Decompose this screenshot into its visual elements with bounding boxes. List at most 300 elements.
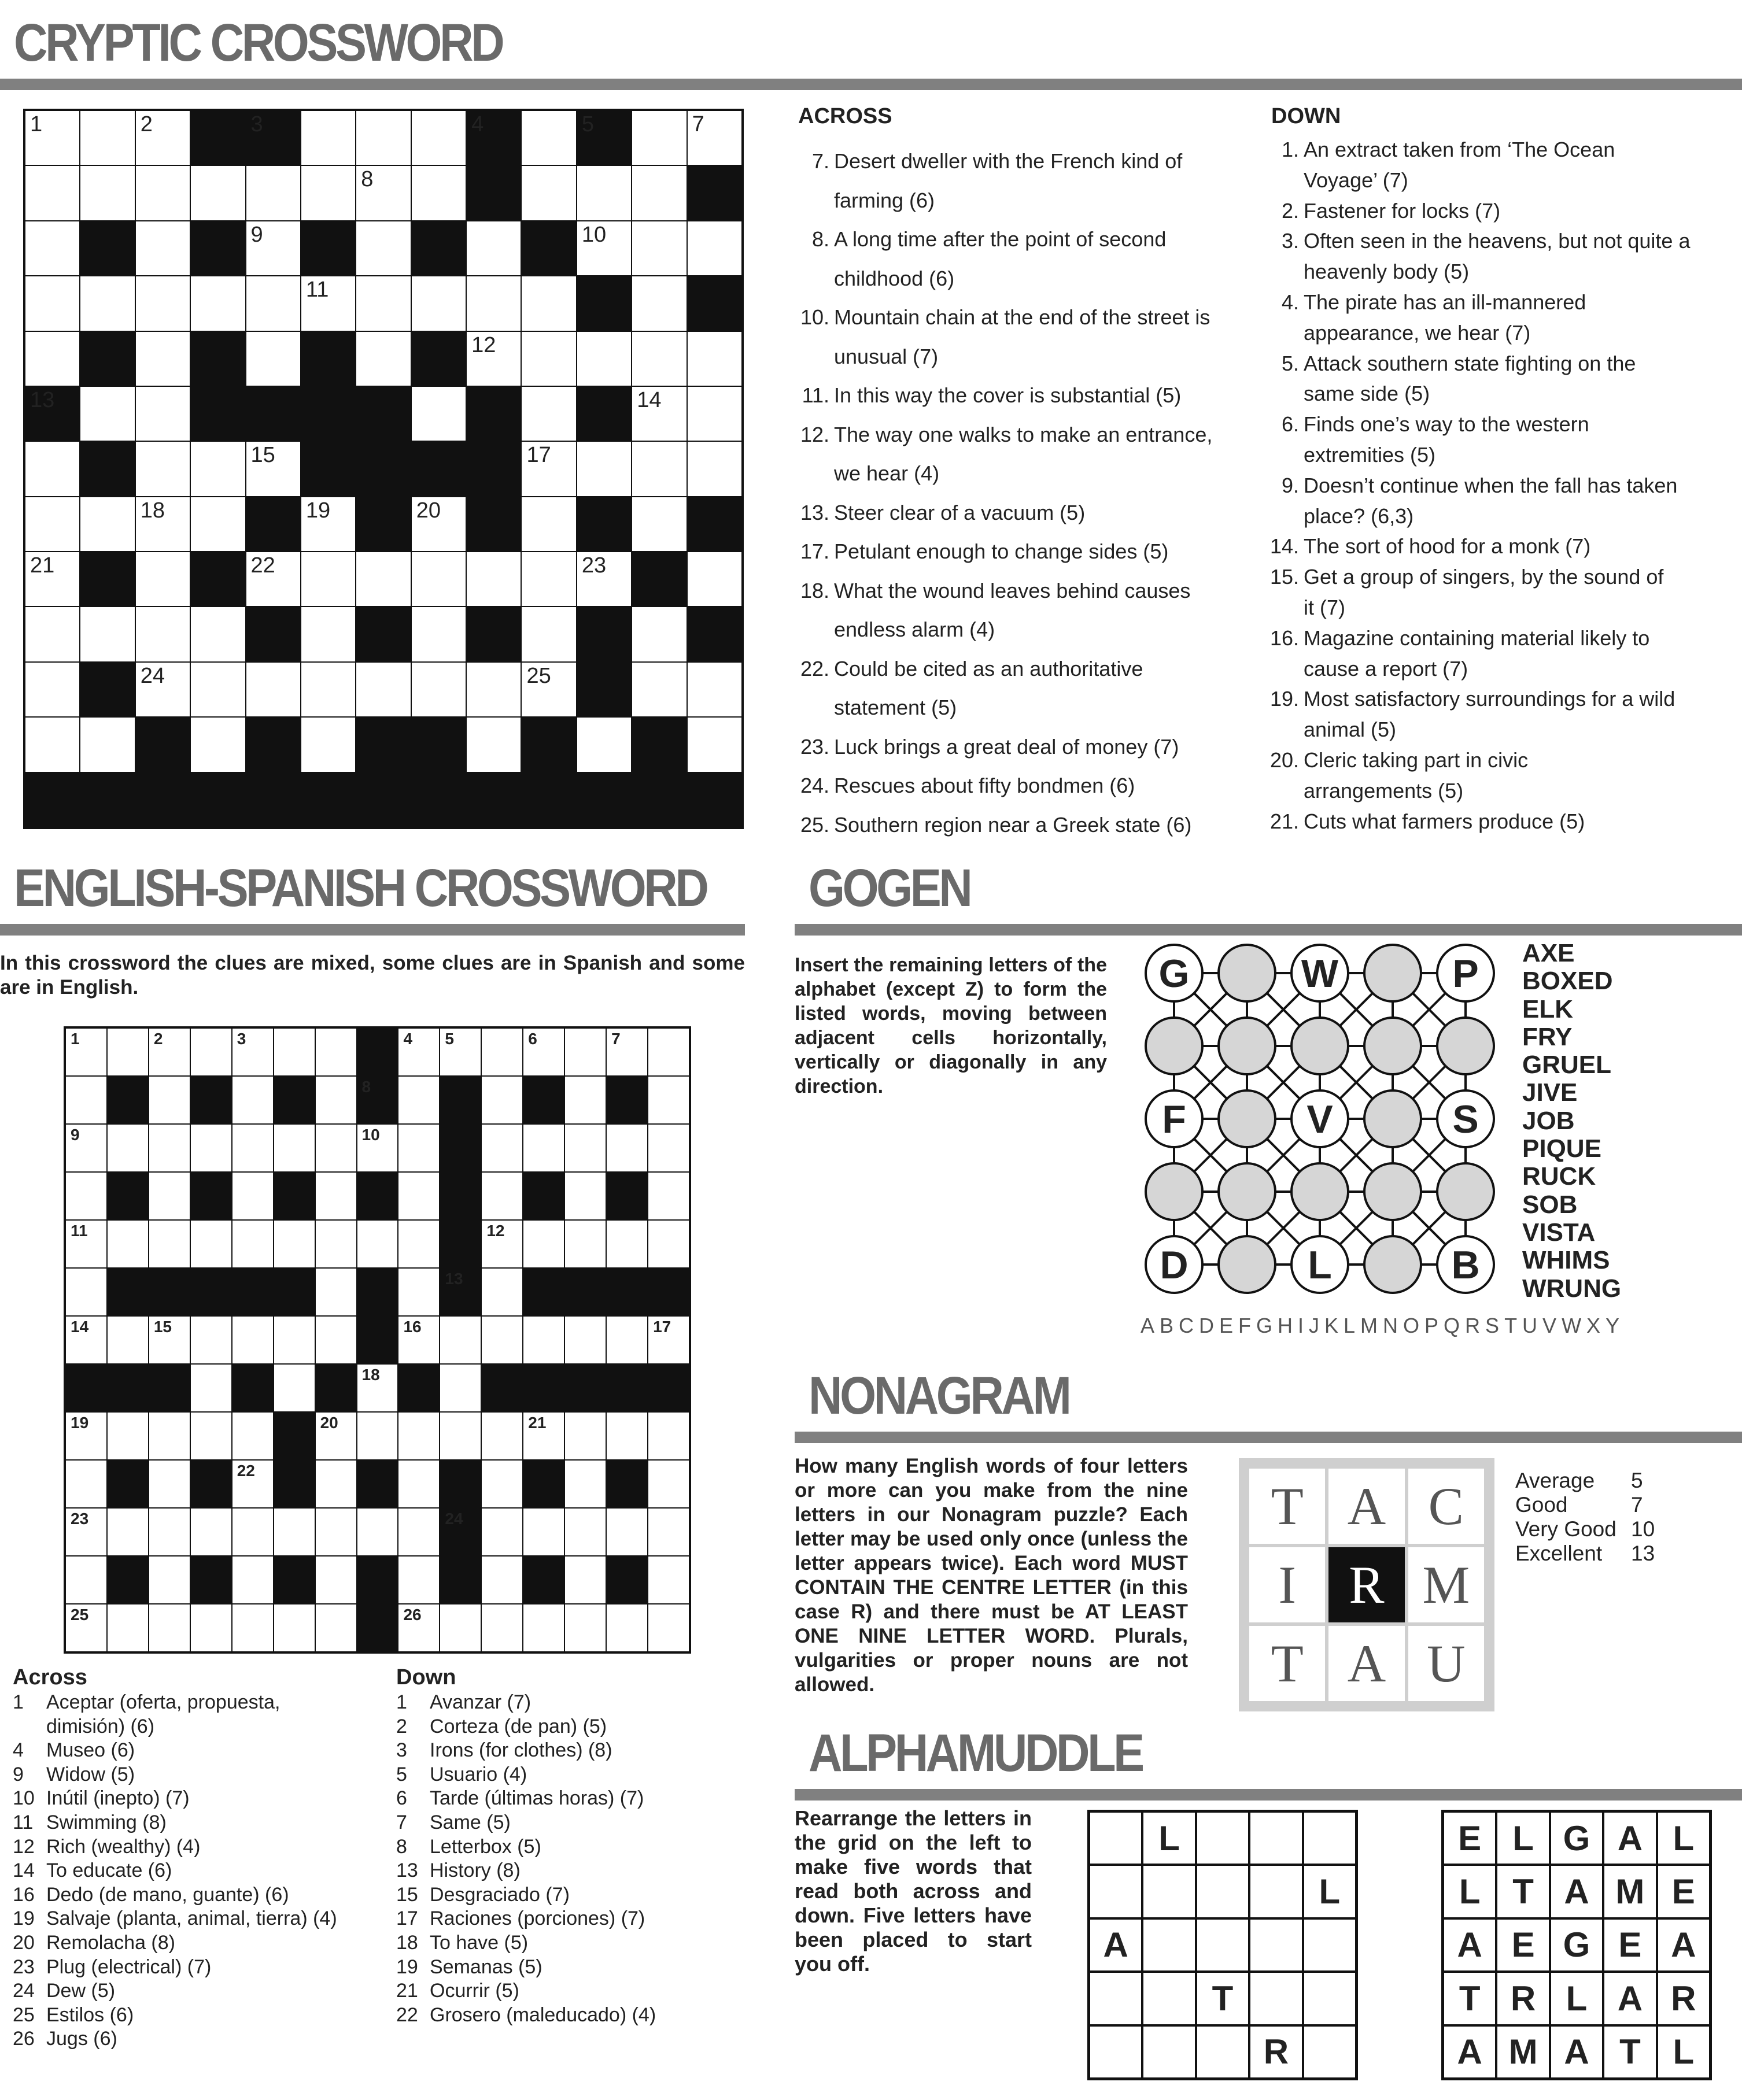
alphamuddle-cell[interactable] [1089, 1865, 1142, 1918]
grid-cell[interactable] [66, 1221, 106, 1267]
grid-cell[interactable] [565, 1125, 606, 1171]
gogen-cell[interactable] [1437, 1163, 1494, 1220]
grid-cell[interactable] [467, 221, 521, 275]
grid-cell[interactable] [316, 1221, 356, 1267]
grid-cell[interactable] [232, 1461, 273, 1507]
grid-cell[interactable] [25, 663, 79, 716]
grid-cell[interactable] [232, 1413, 273, 1459]
grid-cell[interactable] [108, 1509, 148, 1555]
grid-cell[interactable] [356, 111, 410, 165]
grid-cell[interactable] [523, 1604, 564, 1651]
grid-cell[interactable] [632, 111, 686, 165]
alphamuddle-cell[interactable] [1303, 1972, 1356, 2025]
grid-cell[interactable] [688, 332, 741, 386]
grid-cell[interactable] [149, 1221, 190, 1267]
alphamuddle-cell[interactable] [1196, 1865, 1249, 1918]
grid-cell[interactable] [136, 166, 190, 220]
alphamuddle-cell[interactable] [1249, 1972, 1302, 2025]
grid-cell[interactable] [149, 1556, 190, 1603]
grid-cell[interactable] [316, 1604, 356, 1651]
grid-cell[interactable] [191, 166, 245, 220]
grid-cell[interactable] [523, 1221, 564, 1267]
grid-cell[interactable] [398, 1221, 439, 1267]
grid-cell[interactable] [412, 497, 466, 551]
alphamuddle-cell[interactable] [1142, 2025, 1195, 2079]
grid-cell[interactable] [136, 387, 190, 441]
cryptic-down-list [1268, 135, 1730, 837]
grid-cell[interactable] [108, 1413, 148, 1459]
grid-cell[interactable] [482, 1317, 522, 1363]
grid-cell[interactable] [356, 276, 410, 330]
alphamuddle-cell[interactable]: T [1196, 1972, 1249, 2025]
grid-cell[interactable] [25, 276, 79, 330]
grid-cell[interactable] [274, 1125, 315, 1171]
grid-cell[interactable] [607, 1125, 647, 1171]
grid-cell[interactable] [301, 166, 355, 220]
gogen-cell[interactable] [1146, 1163, 1202, 1220]
gogen-cell[interactable] [1219, 1236, 1275, 1293]
grid-cell[interactable] [565, 1317, 606, 1363]
grid-cell[interactable] [357, 1413, 398, 1459]
grid-cell[interactable] [577, 332, 631, 386]
grid-cell[interactable] [66, 1509, 106, 1555]
grid-cell[interactable] [523, 1413, 564, 1459]
grid-cell[interactable] [632, 607, 686, 661]
grid-cell[interactable] [301, 276, 355, 330]
grid-cell[interactable] [482, 1125, 522, 1171]
grid-cell[interactable] [412, 111, 466, 165]
alphamuddle-cell[interactable] [1196, 1811, 1249, 1865]
grid-cell[interactable] [316, 1317, 356, 1363]
grid-cell[interactable] [246, 166, 300, 220]
grid-cell[interactable] [66, 1604, 106, 1651]
grid-cell[interactable] [66, 1029, 106, 1075]
gogen-cell[interactable] [1364, 945, 1421, 1001]
grid-cell[interactable] [577, 221, 631, 275]
grid-cell[interactable] [565, 1173, 606, 1219]
grid-cell[interactable] [316, 1556, 356, 1603]
grid-cell[interactable] [149, 1461, 190, 1507]
grid-cell[interactable] [648, 1077, 689, 1123]
grid-cell[interactable] [301, 663, 355, 716]
gogen-cell[interactable] [1364, 1018, 1421, 1074]
black-square [80, 663, 134, 716]
grid-cell[interactable] [523, 1317, 564, 1363]
gogen-cell[interactable] [1437, 1018, 1494, 1074]
grid-cell[interactable] [398, 1461, 439, 1507]
grid-cell[interactable] [482, 1461, 522, 1507]
grid-cell[interactable] [482, 1269, 522, 1315]
grid-cell[interactable] [80, 387, 134, 441]
grid-cell[interactable] [191, 607, 245, 661]
black-square [108, 1269, 148, 1315]
grid-cell[interactable] [688, 552, 741, 606]
alphamuddle-cell[interactable]: R [1249, 2025, 1302, 2079]
grid-cell[interactable] [648, 1173, 689, 1219]
grid-cell[interactable] [482, 1077, 522, 1123]
grid-cell[interactable] [607, 1029, 647, 1075]
alphamuddle-cell[interactable]: L [1142, 1811, 1195, 1865]
grid-cell[interactable] [632, 276, 686, 330]
grid-cell[interactable] [523, 1509, 564, 1555]
grid-cell[interactable] [301, 607, 355, 661]
grid-cell[interactable] [357, 1509, 398, 1555]
grid-cell[interactable] [25, 552, 79, 606]
grid-cell[interactable] [398, 1077, 439, 1123]
grid-cell[interactable] [522, 166, 575, 220]
grid-cell[interactable] [149, 1317, 190, 1363]
grid-cell[interactable] [648, 1317, 689, 1363]
grid-cell[interactable] [482, 1509, 522, 1555]
grid-cell[interactable] [648, 1125, 689, 1171]
grid-cell[interactable] [80, 276, 134, 330]
grid-cell[interactable] [316, 1461, 356, 1507]
grid-cell[interactable] [149, 1173, 190, 1219]
alphamuddle-cell[interactable]: A [1089, 1918, 1142, 1972]
grid-cell[interactable] [522, 607, 575, 661]
grid-cell[interactable] [522, 497, 575, 551]
grid-cell[interactable] [232, 1173, 273, 1219]
grid-cell[interactable] [191, 1509, 231, 1555]
grid-cell[interactable] [316, 1509, 356, 1555]
grid-cell[interactable] [274, 1509, 315, 1555]
grid-cell[interactable] [577, 166, 631, 220]
grid-cell[interactable] [467, 663, 521, 716]
grid-cell[interactable] [565, 1413, 606, 1459]
grid-cell[interactable] [191, 1365, 231, 1411]
clue [13, 1859, 383, 1883]
grid-cell[interactable] [246, 442, 300, 496]
gogen-cell[interactable] [1219, 1018, 1275, 1074]
grid-cell[interactable] [398, 1029, 439, 1075]
grid-cell[interactable] [136, 607, 190, 661]
alphamuddle-cell[interactable] [1142, 1972, 1195, 2025]
alphamuddle-letter-grid [1441, 1810, 1712, 2080]
grid-cell[interactable] [25, 332, 79, 386]
grid-cell[interactable] [301, 552, 355, 606]
grid-cell[interactable] [136, 442, 190, 496]
grid-cell[interactable] [398, 1173, 439, 1219]
grid-cell[interactable] [482, 1029, 522, 1075]
gogen-cell[interactable] [1291, 1018, 1348, 1074]
grid-cell[interactable] [632, 387, 686, 441]
grid-cell[interactable] [108, 1029, 148, 1075]
grid-cell[interactable] [398, 1269, 439, 1315]
gogen-cell[interactable] [1364, 1163, 1421, 1220]
gogen-cell[interactable] [1364, 1090, 1421, 1147]
grid-cell[interactable] [648, 1556, 689, 1603]
grid-cell[interactable] [688, 442, 741, 496]
grid-cell[interactable] [356, 221, 410, 275]
grid-cell[interactable] [357, 1365, 398, 1411]
grid-cell[interactable] [232, 1125, 273, 1171]
grid-cell[interactable] [316, 1029, 356, 1075]
grid-cell[interactable] [25, 221, 79, 275]
grid-cell[interactable] [522, 552, 575, 606]
grid-cell[interactable] [108, 1221, 148, 1267]
grid-cell[interactable] [316, 1413, 356, 1459]
grid-cell[interactable] [523, 1125, 564, 1171]
clue-text: statement (5) [834, 696, 957, 719]
grid-cell[interactable] [66, 1556, 106, 1603]
grid-cell[interactable] [648, 1604, 689, 1651]
alphamuddle-cell[interactable] [1249, 1918, 1302, 1972]
grid-cell[interactable] [467, 552, 521, 606]
alphamuddle-cell[interactable] [1249, 1865, 1302, 1918]
grid-cell[interactable] [522, 111, 575, 165]
grid-cell[interactable] [66, 1317, 106, 1363]
clue-number: 2 [396, 1715, 407, 1737]
grid-cell[interactable] [274, 1604, 315, 1651]
grid-cell[interactable] [191, 276, 245, 330]
clue-number: 20 [320, 1414, 338, 1432]
grid-cell[interactable] [149, 1509, 190, 1555]
grid-cell[interactable] [412, 276, 466, 330]
alphamuddle-cell[interactable] [1303, 2025, 1356, 2079]
grid-cell[interactable] [149, 1604, 190, 1651]
grid-cell[interactable] [607, 1413, 647, 1459]
grid-cell[interactable] [565, 1604, 606, 1651]
grid-cell[interactable] [66, 1461, 106, 1507]
grid-cell[interactable] [66, 1269, 106, 1315]
grid-cell[interactable] [688, 663, 741, 716]
gogen-cell[interactable] [1364, 1236, 1421, 1293]
grid-cell[interactable] [232, 1317, 273, 1363]
gogen-cell[interactable] [1146, 1018, 1202, 1074]
alphamuddle-cell[interactable] [1089, 1811, 1142, 1865]
grid-cell[interactable] [149, 1413, 190, 1459]
grid-cell[interactable] [440, 1604, 481, 1651]
grid-cell[interactable] [412, 663, 466, 716]
grid-cell[interactable] [191, 1221, 231, 1267]
grid-cell[interactable] [522, 442, 575, 496]
grid-cell[interactable] [136, 111, 190, 165]
gogen-cell[interactable] [1291, 1163, 1348, 1220]
grid-cell[interactable] [191, 1604, 231, 1651]
grid-cell[interactable] [467, 276, 521, 330]
nonagram-letter: A [1328, 1626, 1404, 1701]
grid-cell[interactable] [80, 111, 134, 165]
grid-cell[interactable] [688, 387, 741, 441]
grid-cell[interactable] [316, 1125, 356, 1171]
grid-cell[interactable] [632, 332, 686, 386]
grid-cell[interactable] [357, 1221, 398, 1267]
grid-cell[interactable] [136, 332, 190, 386]
grid-cell[interactable] [565, 1077, 606, 1123]
grid-cell[interactable] [80, 607, 134, 661]
grid-cell[interactable] [356, 663, 410, 716]
grid-cell[interactable] [565, 1556, 606, 1603]
gogen-cell[interactable] [1219, 1090, 1275, 1147]
grid-cell[interactable] [607, 1604, 647, 1651]
grid-cell[interactable] [246, 552, 300, 606]
grid-cell[interactable] [522, 332, 575, 386]
black-square [191, 111, 245, 165]
grid-cell[interactable] [632, 497, 686, 551]
grid-cell[interactable] [688, 221, 741, 275]
grid-cell[interactable] [149, 1077, 190, 1123]
grid-cell[interactable] [191, 1413, 231, 1459]
black-square [80, 552, 134, 606]
grid-cell[interactable] [412, 552, 466, 606]
grid-cell[interactable] [482, 1173, 522, 1219]
grid-cell[interactable] [108, 1125, 148, 1171]
grid-cell[interactable] [316, 1077, 356, 1123]
alphamuddle-cell[interactable] [1303, 1811, 1356, 1865]
clue-number: 23. [800, 734, 829, 759]
grid-cell[interactable] [80, 497, 134, 551]
grid-cell[interactable] [648, 1461, 689, 1507]
black-square [467, 442, 521, 496]
grid-cell[interactable] [66, 1173, 106, 1219]
gogen-cell[interactable] [1219, 1163, 1275, 1220]
grid-cell[interactable] [191, 663, 245, 716]
grid-cell[interactable] [191, 1029, 231, 1075]
grid-cell[interactable] [191, 1125, 231, 1171]
grid-cell[interactable] [577, 552, 631, 606]
grid-cell[interactable] [467, 718, 521, 771]
grid-cell[interactable] [149, 1029, 190, 1075]
english-spanish-down-heading: Down [396, 1665, 456, 1689]
grid-cell[interactable] [274, 1365, 315, 1411]
alphamuddle-cell[interactable] [1249, 1811, 1302, 1865]
grid-cell[interactable] [246, 663, 300, 716]
grid-cell[interactable] [356, 552, 410, 606]
grid-cell[interactable] [648, 1509, 689, 1555]
grid-cell[interactable] [565, 1509, 606, 1555]
grid-cell[interactable] [136, 276, 190, 330]
grid-cell[interactable] [25, 497, 79, 551]
grid-cell[interactable] [467, 332, 521, 386]
grid-cell[interactable] [565, 1029, 606, 1075]
grid-cell[interactable] [440, 1365, 481, 1411]
grid-cell[interactable] [25, 111, 79, 165]
grid-cell[interactable] [688, 718, 741, 771]
alphamuddle-cell[interactable] [1303, 1918, 1356, 1972]
grid-cell[interactable] [301, 111, 355, 165]
grid-cell[interactable] [274, 1221, 315, 1267]
grid-cell[interactable] [565, 1461, 606, 1507]
grid-cell[interactable] [523, 1029, 564, 1075]
grid-cell[interactable] [577, 442, 631, 496]
grid-cell[interactable] [398, 1317, 439, 1363]
grid-cell[interactable] [482, 1221, 522, 1267]
grid-cell[interactable] [632, 166, 686, 220]
grid-cell[interactable] [316, 1269, 356, 1315]
grid-cell[interactable] [66, 1077, 106, 1123]
grid-cell[interactable] [398, 1604, 439, 1651]
grid-cell[interactable] [357, 1125, 398, 1171]
grid-cell[interactable] [482, 1604, 522, 1651]
grid-cell[interactable] [191, 442, 245, 496]
grid-cell[interactable] [136, 497, 190, 551]
grid-cell[interactable] [356, 166, 410, 220]
grid-cell[interactable] [246, 221, 300, 275]
grid-cell[interactable] [440, 1029, 481, 1075]
grid-cell[interactable] [482, 1413, 522, 1459]
grid-cell[interactable] [607, 1509, 647, 1555]
grid-cell[interactable] [648, 1029, 689, 1075]
grid-cell[interactable] [398, 1556, 439, 1603]
grid-cell[interactable] [632, 663, 686, 716]
grid-cell[interactable] [232, 1509, 273, 1555]
grid-cell[interactable] [274, 1029, 315, 1075]
grid-cell[interactable] [246, 276, 300, 330]
grid-cell[interactable] [246, 332, 300, 386]
grid-cell[interactable] [648, 1413, 689, 1459]
grid-cell[interactable] [66, 1413, 106, 1459]
grid-cell[interactable] [191, 1317, 231, 1363]
grid-cell[interactable] [232, 1077, 273, 1123]
grid-cell[interactable] [398, 1125, 439, 1171]
grid-cell[interactable] [356, 332, 410, 386]
grid-cell[interactable] [232, 1029, 273, 1075]
alphamuddle-cell[interactable]: L [1303, 1865, 1356, 1918]
grid-cell[interactable] [482, 1556, 522, 1603]
grid-cell[interactable] [301, 497, 355, 551]
grid-cell[interactable] [688, 111, 741, 165]
grid-cell[interactable] [316, 1173, 356, 1219]
grid-cell[interactable] [191, 718, 245, 771]
grid-cell[interactable] [522, 276, 575, 330]
grid-cell[interactable] [412, 607, 466, 661]
grid-cell[interactable] [398, 1509, 439, 1555]
grid-cell[interactable] [398, 1413, 439, 1459]
grid-cell[interactable] [80, 718, 134, 771]
grid-cell[interactable] [565, 1221, 606, 1267]
grid-cell[interactable] [607, 1317, 647, 1363]
alphamuddle-cell[interactable] [1142, 1918, 1195, 1972]
grid-cell[interactable] [632, 442, 686, 496]
grid-cell[interactable] [136, 221, 190, 275]
grid-cell[interactable] [274, 1317, 315, 1363]
grid-cell[interactable] [412, 166, 466, 220]
grid-cell[interactable] [25, 166, 79, 220]
grid-cell[interactable] [412, 387, 466, 441]
gogen-cell[interactable] [1219, 945, 1275, 1001]
alphamuddle-cell[interactable] [1196, 2025, 1249, 2079]
alphamuddle-cell[interactable] [1089, 1972, 1142, 2025]
grid-cell[interactable] [66, 1125, 106, 1171]
grid-cell[interactable] [136, 663, 190, 716]
cryptic-across-list [798, 142, 1249, 844]
grid-cell[interactable] [149, 1125, 190, 1171]
grid-cell[interactable] [25, 442, 79, 496]
grid-cell[interactable] [440, 1317, 481, 1363]
grid-cell[interactable] [191, 497, 245, 551]
grid-cell[interactable] [522, 387, 575, 441]
grid-cell[interactable] [25, 718, 79, 771]
grid-cell[interactable] [577, 718, 631, 771]
grid-cell[interactable] [232, 1604, 273, 1651]
grid-cell[interactable] [648, 1221, 689, 1267]
grid-cell[interactable] [25, 607, 79, 661]
grid-cell[interactable] [232, 1221, 273, 1267]
grid-cell[interactable] [301, 718, 355, 771]
grid-cell[interactable] [632, 221, 686, 275]
grid-cell[interactable] [108, 1604, 148, 1651]
alphamuddle-cell[interactable] [1089, 2025, 1142, 2079]
alphamuddle-cell[interactable] [1142, 1865, 1195, 1918]
grid-cell[interactable] [108, 1317, 148, 1363]
grid-cell[interactable] [607, 1221, 647, 1267]
alphamuddle-cell[interactable] [1196, 1918, 1249, 1972]
grid-cell[interactable] [522, 663, 575, 716]
grid-cell[interactable] [136, 552, 190, 606]
grid-cell[interactable] [232, 1556, 273, 1603]
grid-cell[interactable] [80, 166, 134, 220]
grid-cell[interactable] [440, 1413, 481, 1459]
